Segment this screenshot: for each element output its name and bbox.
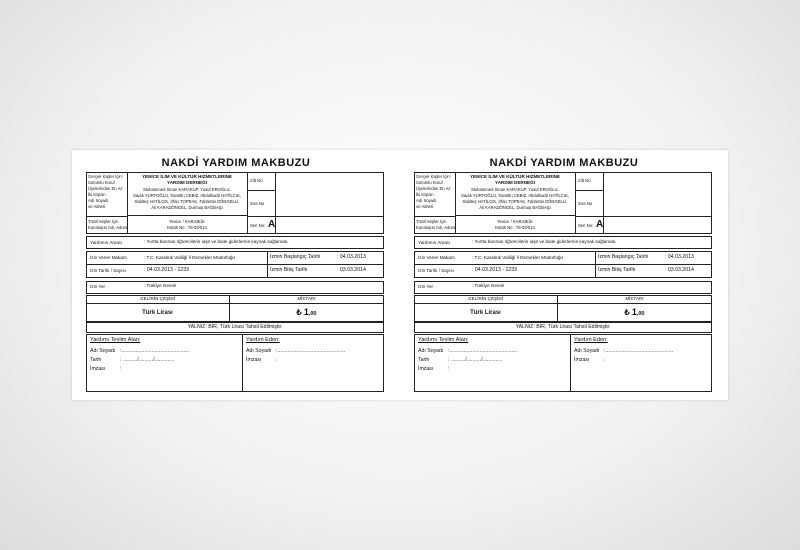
sira-label: Sıra No [578, 201, 593, 206]
members-1: Muhammed Sinan KARAKUP, Yusuf EROĞLU, [471, 187, 559, 192]
left-label-4: İki Kişinin [416, 192, 434, 197]
left-label-1: Gerçek Kişiler İçin: [416, 174, 451, 179]
org-name-2: YARDIM DERNEĞİ [167, 180, 207, 185]
income-type-header: GELİRİN ÇEŞİDİ [468, 296, 503, 301]
date-value: : 04.03.2013 - 1233 [472, 267, 517, 273]
legal-label-1: Tüzel Kişiler İçin [88, 219, 119, 224]
giver-name-label: Adı Soyadı [574, 348, 600, 354]
giver-name-value: :............................................... [604, 348, 674, 354]
legal-label-2: Kuruluşun Adı, Adresi [88, 225, 129, 230]
start-value: : 04.03.2013 [337, 254, 366, 260]
date-label: İzin Tarihi / Sayısı [90, 268, 126, 273]
org-name-1: YENİCE İLİM VE KÜLTÜR HİZMETLERİNE [141, 174, 232, 179]
legal-label-2: Kuruluşun Adı, Adresi [416, 225, 457, 230]
authority-label: İzin Veren Makam [90, 255, 127, 260]
currency-symbol: ₺ [296, 308, 302, 317]
receiver-name-value: :............................................... [120, 348, 190, 354]
receipt-left [72, 150, 400, 400]
giver-sign-label: İmzası [574, 357, 590, 363]
purpose-label: Yardımın Amacı [90, 240, 123, 245]
authority-label: İzin Veren Makam [418, 255, 455, 260]
receiver-name-label: Adı Soyadı [90, 348, 116, 354]
amount-value [557, 308, 712, 318]
place-label: İzin Yer [90, 284, 106, 289]
left-label-6: ve Adresi [416, 204, 434, 209]
left-label-6: ve Adresi [88, 204, 106, 209]
amount-cents: ,00 [308, 311, 317, 317]
amount-main: 1 [631, 307, 637, 317]
giver-title: Yardım Eden: [574, 337, 608, 343]
left-label-4: İki Kişinin [88, 192, 106, 197]
receiver-title: Yardımı Teslim Alan: [418, 337, 469, 343]
receipt-sheet [72, 150, 728, 400]
income-type-value: Türk Lirası [470, 310, 501, 316]
org-name-1: YENİCE İLİM VE KÜLTÜR HİZMETLERİNE [469, 174, 560, 179]
start-value: : 04.03.2013 [665, 254, 694, 260]
amount-main: 1 [303, 307, 309, 317]
start-label: İzmin Başlangıç Tarihi [598, 254, 649, 260]
receiver-date-label: Tarih [418, 357, 430, 363]
address-1: Yenice / KARABÜK [169, 219, 205, 224]
in-words: YALNIZ: BİR, Türk Lirası Tahsil Edilmiştir. [515, 324, 611, 330]
date-value: : 04.03.2013 - 1233 [144, 267, 189, 273]
amount-header: MİKTARI [297, 296, 316, 301]
giver-title: Yardım Eden: [246, 337, 280, 343]
purpose-label: Yardımın Amacı [418, 240, 451, 245]
purpose-value: : Yurtta barınan öğrencilerin iaşe ve ibate giderlerine kaynak sağlamak. [472, 239, 617, 244]
end-value: : 03.03.2014 [337, 267, 366, 273]
receipt-title: NAKDİ YARDIM MAKBUZU [161, 157, 311, 169]
start-label: İzmin Başlangıç Tarihi [270, 254, 321, 260]
place-label: İzin Yer [418, 284, 434, 289]
seri-value: A [596, 219, 604, 230]
giver-name-label: Adı Soyadı [246, 348, 272, 354]
members-3: Sabiteş HATİLCIK, İrfan TOPRAK, Fahrettin DÖNGELLİ, [134, 199, 240, 204]
giver-name-value: :............................................... [276, 348, 346, 354]
receiver-date-value: : ........../........../.............. [448, 357, 503, 363]
amount-value [229, 308, 384, 318]
date-label: İzin Tarihi / Sayısı [418, 268, 454, 273]
org-name-2: YARDIM DERNEĞİ [495, 180, 535, 185]
receiver-sign-value: : [448, 366, 450, 372]
authority-value: : T.C. Karabük Valiliği İl Dernekler Müdürlüğü [144, 255, 235, 260]
income-type-header: GELİRİN ÇEŞİDİ [140, 296, 175, 301]
receiver-date-label: Tarih [90, 357, 102, 363]
members-2: Sadık YURTOĞLU, Tacettin CEBİZ, Abdulkadir HATİLCIK, [461, 193, 569, 198]
authority-value: : T.C. Karabük Valiliği İl Dernekler Müdürlüğü [472, 255, 563, 260]
end-label: İzmin Bitiş Tarihi [270, 267, 308, 273]
sira-label: Sıra No [250, 201, 265, 206]
cilt-label: Cilt No [250, 178, 263, 183]
receiver-sign-label: İmzası [90, 366, 106, 372]
address-1: Yenice / KARABÜK [497, 219, 533, 224]
seri-label: Seri No: [578, 223, 594, 228]
left-label-1: Gerçek Kişiler İçin: [88, 174, 123, 179]
left-label-3: Üyelerinden En Az [416, 186, 451, 191]
receiver-sign-value: : [120, 366, 122, 372]
place-value: : Türkiye Geneli [472, 283, 505, 288]
receiver-title: Yardımı Teslim Alan: [90, 337, 141, 343]
amount-header: MİKTARI [625, 296, 644, 301]
end-value: : 03.03.2014 [665, 267, 694, 273]
giver-sign-value: : [604, 357, 606, 363]
left-label-2: Sorumlu Kurul [88, 180, 115, 185]
left-label-5: Adı Soyadı [416, 198, 437, 203]
end-label: İzmin Bitiş Tarihi [598, 267, 636, 273]
left-label-5: Adı Soyadı [88, 198, 109, 203]
members-4: Ali KARADÖNGEL, Durmuş BAĞBAŞI [479, 205, 551, 210]
members-3: Sabiteş HATİLCIK, İrfan TOPRAK, Fahrettin DÖNGELLİ, [462, 199, 568, 204]
seri-label: Seri No: [250, 223, 266, 228]
address-2: Kütük No : 78-03/014 [495, 225, 535, 230]
receipt-title: NAKDİ YARDIM MAKBUZU [489, 157, 639, 169]
income-type-value: Türk Lirası [142, 310, 173, 316]
receiver-sign-label: İmzası [418, 366, 434, 372]
receipt-right [400, 150, 728, 400]
members-1: Muhammed Sinan KARAKUP, Yusuf EROĞLU, [143, 187, 231, 192]
cilt-label: Cilt No [578, 178, 591, 183]
left-label-3: Üyelerinden En Az [88, 186, 123, 191]
receiver-name-value: :............................................... [448, 348, 518, 354]
seri-value: A [268, 219, 276, 230]
members-4: Ali KARADÖNGEL, Durmuş BAĞBAŞI [151, 205, 223, 210]
members-2: Sadık YURTOĞLU, Tacettin CEBİZ, Abdulkadir HATİLCIK, [133, 193, 241, 198]
giver-sign-value: : [276, 357, 278, 363]
left-label-2: Sorumlu Kurul [416, 180, 443, 185]
place-row [86, 281, 384, 294]
purpose-value: : Yurtta barınan öğrencilerin iaşe ve ibate giderlerine kaynak sağlamak. [144, 239, 289, 244]
currency-symbol: ₺ [624, 308, 630, 317]
giver-sign-label: İmzası [246, 357, 262, 363]
amount-cents: ,00 [636, 311, 645, 317]
place-value: : Türkiye Geneli [144, 283, 177, 288]
place-row [414, 281, 712, 294]
address-2: Kütük No : 78-03/014 [167, 225, 207, 230]
receiver-name-label: Adı Soyadı [418, 348, 444, 354]
receiver-date-value: : ........../........../.............. [120, 357, 175, 363]
in-words: YALNIZ: BİR, Türk Lirası Tahsil Edilmiştir. [187, 324, 283, 330]
legal-label-1: Tüzel Kişiler İçin [416, 219, 447, 224]
